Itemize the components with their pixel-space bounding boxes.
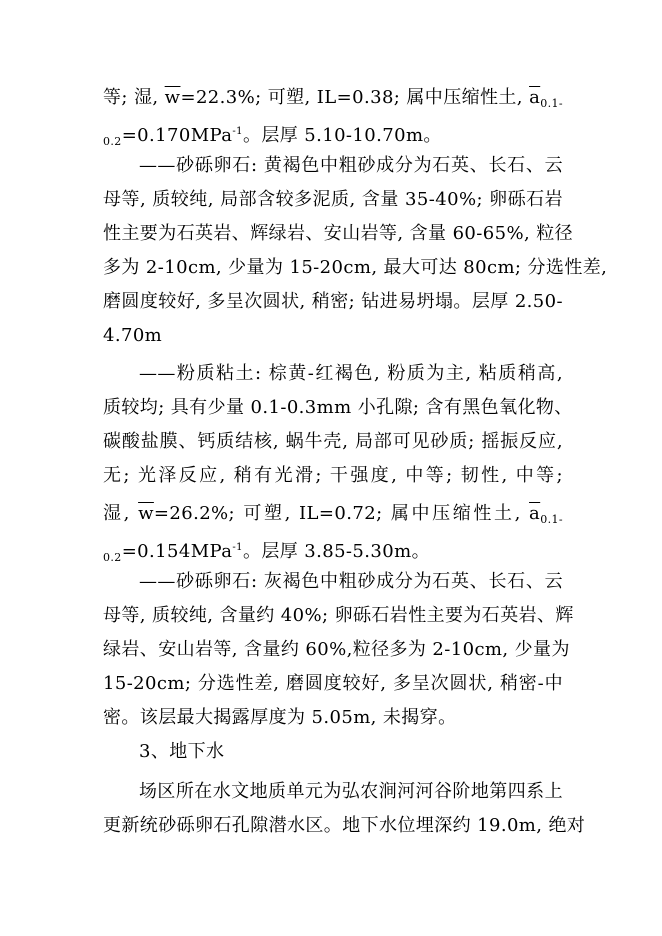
text-line: 碳酸盐膜、钙质结核, 蜗牛壳, 局部可见砂质; 摇振反应,: [103, 431, 563, 452]
text-line: ——粉质粘土: 棕黄-红褐色, 粉质为主, 粘质稍高,: [139, 363, 563, 384]
text-line: 更新统砂砾卵石孔隙潜水区。地下水位埋深约 19.0m, 绝对: [103, 815, 586, 836]
text-line: 性主要为石英岩、辉绿岩、安山岩等, 含量 60-65%, 粒径: [103, 223, 574, 244]
text-segment: =0.170MPa: [121, 125, 233, 146]
text-line: 质较均; 具有少量 0.1-0.3mm 小孔隙; 含有黑色氧化物、: [103, 397, 573, 418]
subscript: 0.2: [103, 135, 122, 148]
text-segment: 等; 湿,: [103, 87, 165, 108]
text-line: 无; 光泽反应, 稍有光滑; 干强度, 中等; 韧性, 中等;: [103, 465, 563, 486]
overline-symbol: $\overline{a}$: [529, 503, 541, 524]
text-line: [103, 120, 563, 154]
subscript: 0.2: [103, 551, 122, 564]
text-segment: 。层厚 5.10-10.70m。: [242, 125, 442, 146]
subscript: 0.1-: [540, 513, 563, 526]
superscript: -1: [232, 542, 243, 553]
text-segment: =26.2%; 可塑, IL=0.72; 属中压缩性土,: [153, 503, 530, 524]
text-line: 磨圆度较好, 多呈次圆状, 稍密; 钻进易坍塌。层厚 2.50-: [103, 291, 563, 312]
overline-symbol: $\overline{a}$: [529, 87, 541, 108]
text-line: 母等, 质较纯, 含量约 40%; 卵砾石岩性主要为石英岩、辉: [103, 605, 574, 626]
subscript: 0.1-: [540, 97, 564, 110]
text-segment: =22.3%; 可塑, IL=0.38; 属中压缩性土,: [180, 87, 530, 108]
text-line: ——砂砾卵石: 灰褐色中粗砂成分为石英、长石、云: [139, 571, 563, 592]
text-line: 15-20cm; 分选性差, 磨圆度较好, 多呈次圆状, 稍密-中: [103, 673, 563, 694]
section-heading: 3、地下水: [139, 741, 225, 762]
text-segment: =0.154MPa: [121, 541, 233, 562]
text-line: 多为 2-10cm, 少量为 15-20cm, 最大可达 80cm; 分选性差,: [103, 257, 608, 278]
text-line: 场区所在水文地质单元为弘农涧河河谷阶地第四系上: [139, 781, 563, 802]
overline-symbol: $\overline{w}$: [164, 87, 181, 108]
text-line: 密。该层最大揭露厚度为 5.05m, 未揭穿。: [103, 707, 457, 728]
superscript: -1: [232, 126, 243, 137]
text-segment: 湿,: [103, 503, 139, 524]
text-segment: 。层厚 3.85-5.30m。: [242, 541, 430, 562]
text-line: 母等, 质较纯, 局部含较多泥质, 含量 35-40%; 卵砾石岩: [103, 189, 563, 210]
text-line: 4.70m: [103, 325, 163, 346]
text-line: [103, 86, 563, 116]
overline-symbol: $\overline{w}$: [138, 503, 154, 524]
text-line: ——砂砾卵石: 黄褐色中粗砂成分为石英、长石、云: [139, 155, 563, 176]
text-line: [103, 536, 563, 570]
text-line: [103, 502, 563, 532]
text-line: 绿岩、安山岩等, 含量约 60%,粒径多为 2-10cm, 少量为: [103, 639, 570, 660]
